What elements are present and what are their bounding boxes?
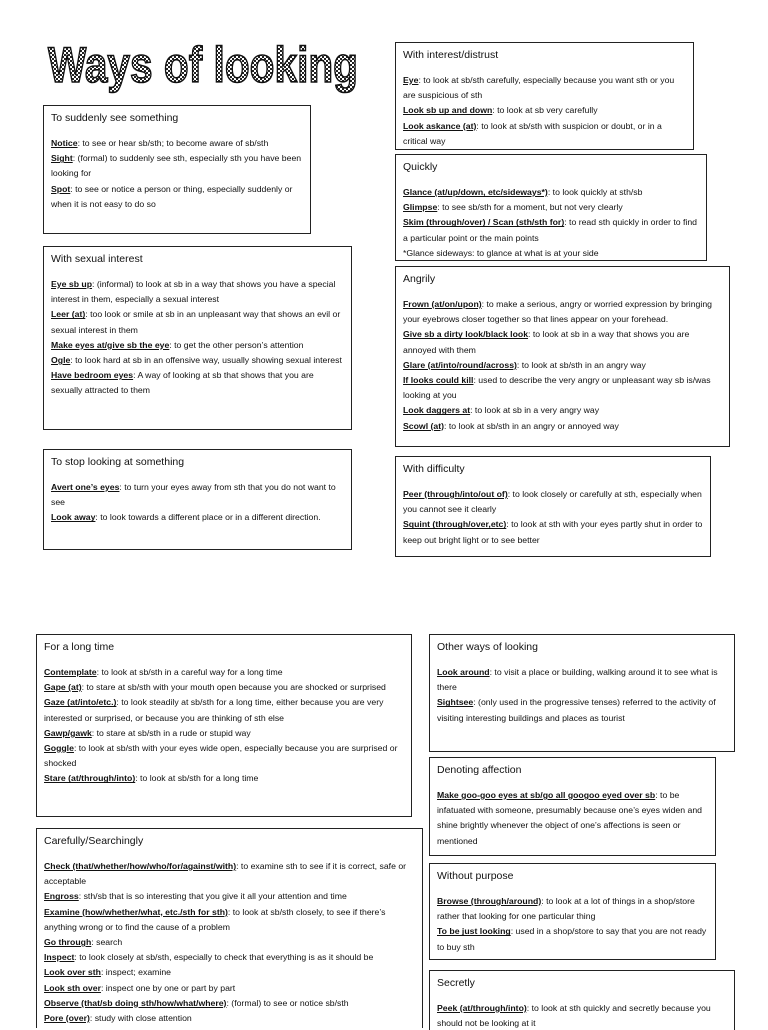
box-title: Denoting affection — [437, 764, 522, 776]
entry: Look away: to look towards a different place or in a different direction. — [51, 512, 321, 523]
entry: Look sb up and down: to look at sb very carefully — [403, 105, 598, 116]
entry: Look sth over: inspect one by one or part by part — [44, 982, 236, 993]
entry: Ogle: to look hard at sb in an offensive way, usually showing sexual interest — [51, 355, 342, 366]
box-other-ways — [429, 634, 735, 752]
entry: Make eyes at/give sb the eye: to get the other person’s attention — [51, 339, 304, 350]
box-secretly — [429, 970, 735, 1030]
entry: Sight: (formal) to suddenly see sth, especially sth you have been looking for — [51, 153, 302, 179]
box-interest-distrust — [395, 42, 694, 150]
entry: Frown (at/on/upon): to make a serious, angry or worried expression by bringing your eyebrows closer together so that lines appear on your forehead. — [403, 299, 712, 325]
entry: Glimpse: to see sb/sth for a moment, but not very clearly — [403, 202, 623, 213]
entry: Skim (through/over) / Scan (sth/sth for): to read sth quickly in order to find a particular point or the main points — [403, 217, 698, 243]
box-title: Angrily — [403, 273, 436, 285]
entry: Have bedroom eyes: A way of looking at sb that shows that you are sexually attracted to them — [51, 370, 314, 396]
entry: Look daggers at: to look at sb in a very angry way — [403, 405, 600, 416]
entry: If looks could kill: used to describe the very angry or unpleasant way sb is/was looking at you — [403, 375, 711, 401]
entry: Inspect: to look closely at sb/sth, especially to check that everything is as it should be — [44, 952, 374, 963]
entry: Scowl (at): to look at sb/sth in an angry or annoyed way — [403, 420, 619, 431]
box-carefully — [36, 828, 423, 1028]
entry: Pore (over): study with close attention — [44, 1013, 192, 1024]
box-sexual-interest — [43, 246, 352, 430]
box-stop-looking — [43, 449, 352, 550]
entry: Engross: sth/sb that is so interesting that you give it all your attention and time — [44, 891, 347, 902]
box-title: For a long time — [44, 641, 115, 653]
box-title: Other ways of looking — [437, 641, 538, 653]
box-without-purpose — [429, 863, 716, 960]
box-suddenly — [43, 105, 311, 234]
box-title: Quickly — [403, 161, 438, 173]
entry: Eye: to look at sb/sth carefully, especially because you want sth or you are suspicious of sth — [403, 75, 675, 101]
entry: Leer (at): too look or smile at sb in an unpleasant way that shows an evil or sexual interest in them — [51, 309, 341, 335]
entry: Observe (that/sb doing sth/how/what/where): (formal) to see or notice sb/sth — [44, 997, 349, 1008]
entry: Gawp/gawk: to stare at sb/sth in a rude or stupid way — [44, 727, 251, 738]
entry: Go through: search — [44, 937, 123, 948]
box-title: To stop looking at something — [51, 456, 185, 468]
box-title: Without purpose — [437, 870, 514, 882]
entry: Eye sb up: (informal) to look at sb in a way that shows you have a special interest in them, especially a sexual interest — [51, 279, 336, 305]
entry: Examine (how/whether/what, etc./sth for sth): to look at sb/sth closely, to see if there’s anything wrong or to find the cause of a problem — [44, 906, 386, 932]
entry: Look around: to visit a place or building, walking around it to see what is there — [437, 667, 718, 693]
entry: Check (that/whether/how/who/for/against/with): to examine sth to see if it is correct, safe or acceptable — [44, 861, 407, 887]
box-long-time — [36, 634, 412, 817]
entry: Peer (through/into/out of): to look closely or carefully at sth, especially when you cannot see it clearly — [403, 489, 702, 515]
entry: Contemplate: to look at sb/sth in a careful way for a long time — [44, 667, 283, 677]
box-title: To suddenly see something — [51, 112, 179, 124]
page-title-text: Ways of looking — [48, 37, 358, 93]
entry: Spot: to see or notice a person or thing, especially suddenly or when it is not easy to do so — [51, 183, 293, 209]
entry: Gaze (at/into/etc.): to look steadily at sb/sth for a long time, either because you are very interested or surprised, or because you are thinking of sth else — [44, 697, 384, 723]
entry: Stare (at/through/into): to look at sb/sth for a long time — [44, 773, 259, 784]
entry: Squint (through/over,etc): to look at sth with your eyes partly shut in order to keep out bright light or to see better — [403, 519, 703, 545]
box-title: With interest/distrust — [403, 49, 499, 61]
box-angrily — [395, 266, 730, 447]
entry: Look over sth: inspect; examine — [44, 967, 171, 978]
entry: Give sb a dirty look/black look: to look at sb in a way that shows you are annoyed with them — [403, 329, 690, 355]
entry: Look askance (at): to look at sb/sth with suspicion or doubt, or in a critical way — [403, 120, 662, 146]
entry: Browse (through/around): to look at a lot of things in a shop/store rather that looking for one particular thing — [437, 896, 695, 922]
entry: To be just looking: used in a shop/store to say that you are not ready to buy sth — [437, 926, 707, 952]
entry: Avert one’s eyes: to turn your eyes away from sth that you do not want to see — [51, 482, 336, 508]
entry: Sightsee: (only used in the progressive tenses) referred to the activity of visiting interesting buildings and places as tourist — [437, 697, 716, 723]
box-title: Carefully/Searchingly — [44, 835, 144, 847]
box-affection — [429, 757, 716, 856]
box-title: Secretly — [437, 977, 475, 989]
footnote: *Glance sideways: to glance at what is at your side — [403, 247, 599, 258]
entry: Goggle: to look at sb/sth with your eyes wide open, especially because you are surprised or shocked — [44, 743, 398, 769]
box-with-difficulty — [395, 456, 711, 557]
entry: Glance (at/up/down, etc/sideways*): to look quickly at sth/sb — [403, 187, 643, 197]
entry: Glare (at/into/round/across): to look at sb/sth in an angry way — [403, 359, 646, 370]
box-quickly — [395, 154, 707, 261]
entry: Peek (at/through/into): to look at sth quickly and secretly because you should not be looking at it — [437, 1003, 711, 1029]
box-title: With difficulty — [403, 463, 465, 475]
entry: Gape (at): to stare at sb/sth with your mouth open because you are shocked or surprised — [44, 682, 386, 693]
page-title-graphic — [44, 30, 364, 98]
page-title — [44, 30, 364, 98]
box-title: With sexual interest — [51, 253, 143, 265]
entry: Make goo-goo eyes at sb/go all googoo eyed over sb: to be infatuated with someone, presumably because one’s eyes widen and shine brightly whenever the object of one’s affections is seen or mentioned — [437, 790, 702, 846]
entry: Notice: to see or hear sb/sth; to become aware of sb/sth — [51, 138, 269, 148]
